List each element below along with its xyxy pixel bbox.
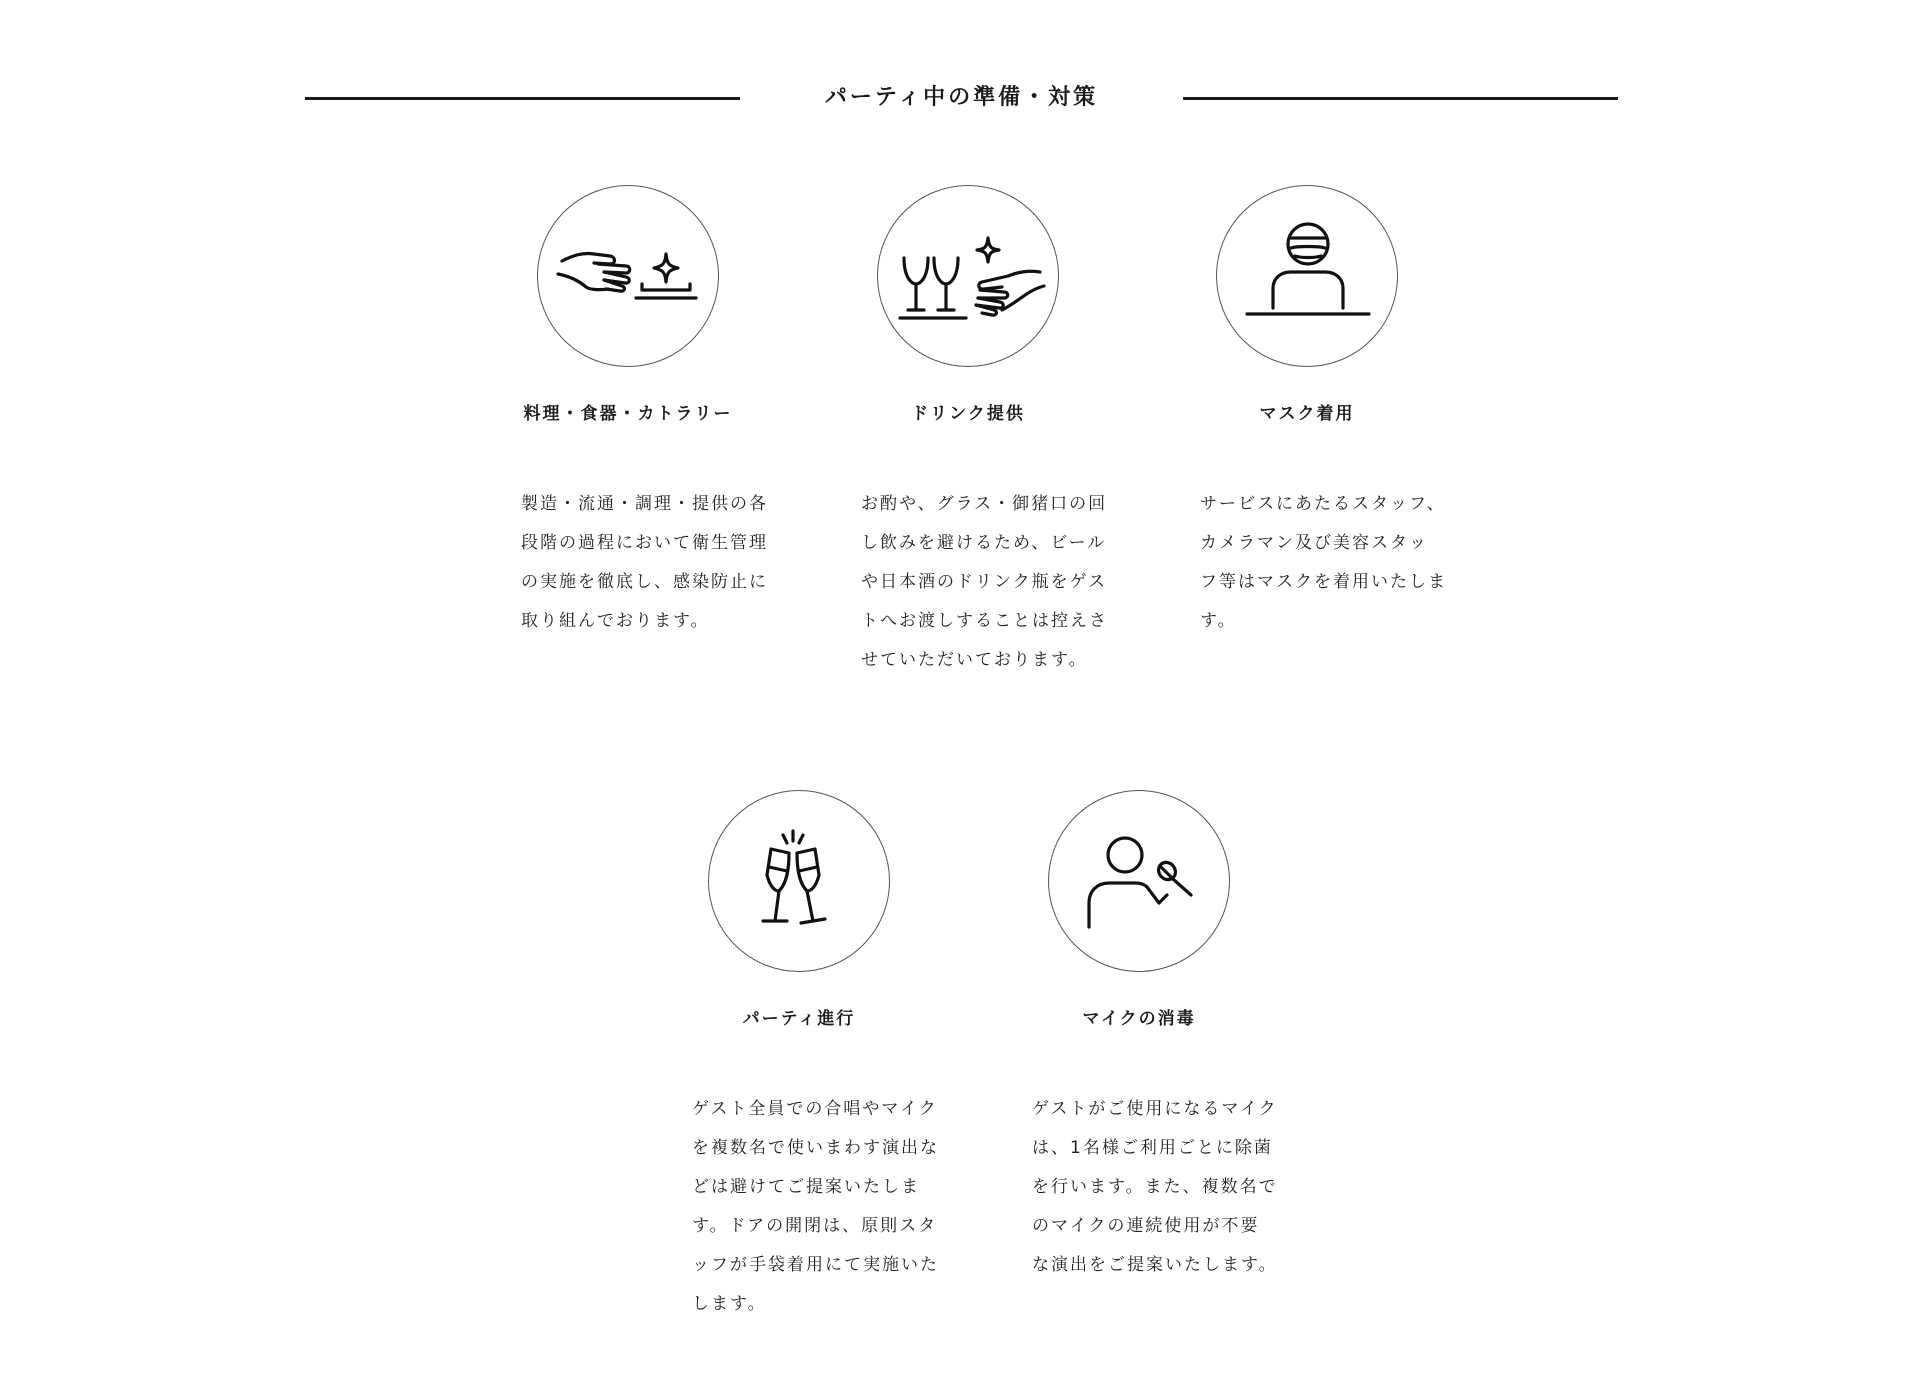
text-line: フ等はマスクを着用いたしま (1200, 572, 1447, 592)
text-line: します。 (692, 1294, 767, 1314)
text-line: を複数名で使いまわす演出な (692, 1138, 939, 1158)
text-line: な演出をご提案いたします。 (1032, 1255, 1278, 1275)
hand-serving-dish-icon (537, 185, 719, 367)
text-line: サービスにあたるスタッフ、 (1200, 494, 1446, 514)
section-header (0, 0, 1920, 200)
text-line: ゲストがご使用になるマイク (1032, 1099, 1278, 1119)
card-title: マイクの消毒 (1082, 1009, 1196, 1029)
champagne-toast-icon (708, 790, 890, 972)
person-microphone-icon (1048, 790, 1230, 972)
card-title: 料理・食器・カトラリー (523, 404, 733, 424)
masked-staff-icon (1216, 185, 1398, 367)
header-rule-left (305, 97, 740, 100)
text-line: お酌や、グラス・御猪口の回 (861, 494, 1108, 514)
text-line: せていただいております。 (861, 650, 1088, 670)
text-line: は、1名様ご利用ごとに除菌 (1032, 1138, 1273, 1158)
text-line: す。 (1200, 611, 1237, 631)
text-line: ッフが手袋着用にて実施いた (692, 1255, 939, 1275)
glasses-and-hand-icon (877, 185, 1059, 367)
card-title: パーティ進行 (742, 1009, 856, 1029)
text-line: ゲスト全員での合唱やマイク (692, 1099, 938, 1119)
text-line: し飲みを避けるため、ビール (861, 533, 1107, 553)
text-line: や日本酒のドリンク瓶をゲス (861, 572, 1107, 592)
card-description (692, 1090, 962, 1324)
text-line: 段階の過程において衛生管理 (521, 533, 768, 553)
card-description (1200, 485, 1470, 641)
text-line: のマイクの連続使用が不要 (1032, 1216, 1260, 1236)
section-title: パーティ中の準備・対策 (824, 85, 1099, 110)
text-line: を行います。また、複数名で (1032, 1177, 1278, 1197)
text-line: カメラマン及び美容スタッ (1200, 533, 1428, 553)
card-title: ドリンク提供 (911, 404, 1025, 424)
text-line: の実施を徹底し、感染防止に (521, 572, 768, 592)
card-description (521, 485, 791, 641)
text-line: トへお渡しすることは控えさ (861, 611, 1108, 631)
header-rule-right (1183, 97, 1618, 100)
card-title: マスク着用 (1259, 404, 1355, 424)
card-description (861, 485, 1131, 680)
text-line: す。ドアの開閉は、原則スタ (692, 1216, 938, 1236)
text-line: 取り組んでおります。 (521, 611, 710, 631)
text-line: 製造・流通・調理・提供の各 (521, 494, 768, 514)
card-description (1032, 1090, 1302, 1285)
text-line: どは避けてご提案いたしま (692, 1177, 920, 1197)
